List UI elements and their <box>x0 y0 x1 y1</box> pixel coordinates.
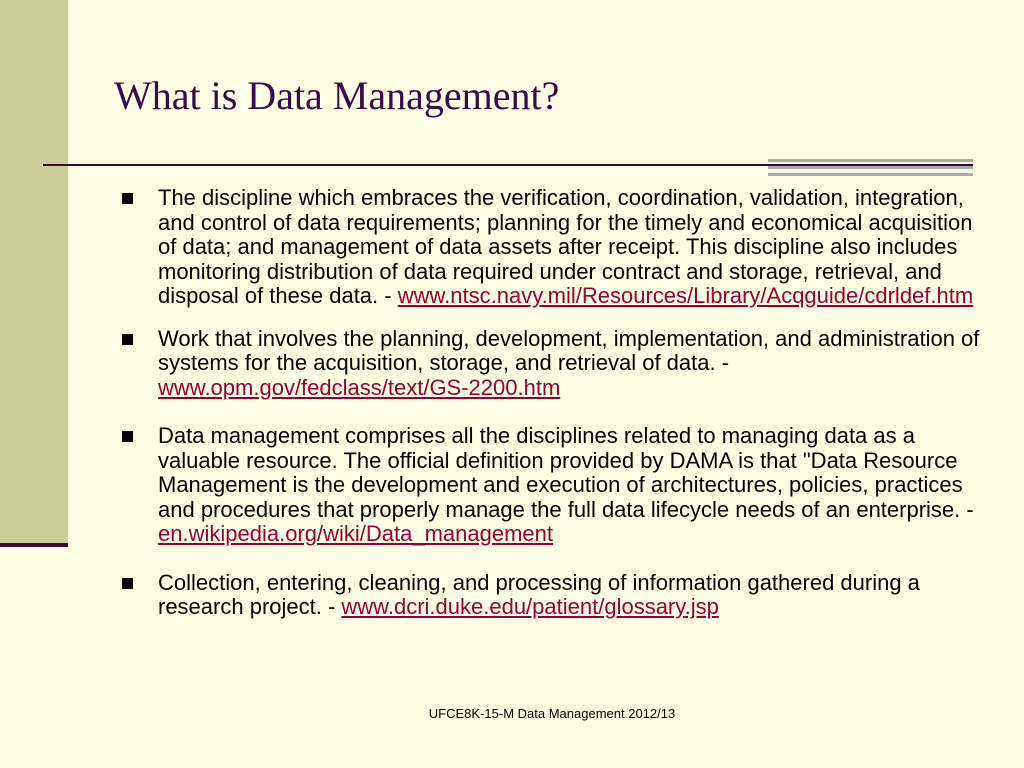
title-rule-accent <box>768 159 973 178</box>
bullet-list <box>114 186 984 620</box>
bullet-item <box>114 571 984 620</box>
side-band <box>0 0 68 545</box>
slide-title: What is Data Management? <box>114 73 560 118</box>
square-bullet-icon <box>122 578 133 589</box>
bullet-item <box>114 424 984 547</box>
square-bullet-icon <box>122 334 133 345</box>
bullet-text: The discipline which embraces the verification, coordination, validation, integration, and control of data requirements; planning for the timely and economical acquisition of data; and management of data assets after receipt. This discipline also includes monitoring distribution of data required under contract and storage, retrieval, and disposal of these data. - <box>158 185 973 308</box>
bullet-item <box>114 186 984 309</box>
bullet-text: Work that involves the planning, development, implementation, and administration of systems for the acquisition, storage, and retrieval of data. - <box>158 325 980 375</box>
source-link[interactable]: www.opm.gov/fedclass/text/GS-2200.htm <box>158 374 561 400</box>
bullet-text: Data management comprises all the disciplines related to managing data as a valuable resource. The official definition provided by DAMA is that "Data Resource Management is the development and execution of architectures, policies, practices and procedures that properly manage the full data lifecycle needs of an enterprise. - <box>158 423 974 522</box>
source-link[interactable]: www.ntsc.navy.mil/Resources/Library/Acqguide/cdrldef.htm <box>397 283 974 308</box>
slide-footer: UFCE8K-15-M Data Management 2012/13 <box>428 706 676 721</box>
source-link[interactable]: www.dcri.duke.edu/patient/glossary.jsp <box>341 594 719 619</box>
bullet-text: Collection, entering, cleaning, and processing of information gathered during a research project. - <box>158 569 920 619</box>
source-link[interactable]: en.wikipedia.org/wiki/Data_management <box>158 521 553 546</box>
side-band-rule <box>0 543 68 547</box>
square-bullet-icon <box>122 193 133 204</box>
bullet-item <box>114 327 984 401</box>
square-bullet-icon <box>122 431 133 442</box>
